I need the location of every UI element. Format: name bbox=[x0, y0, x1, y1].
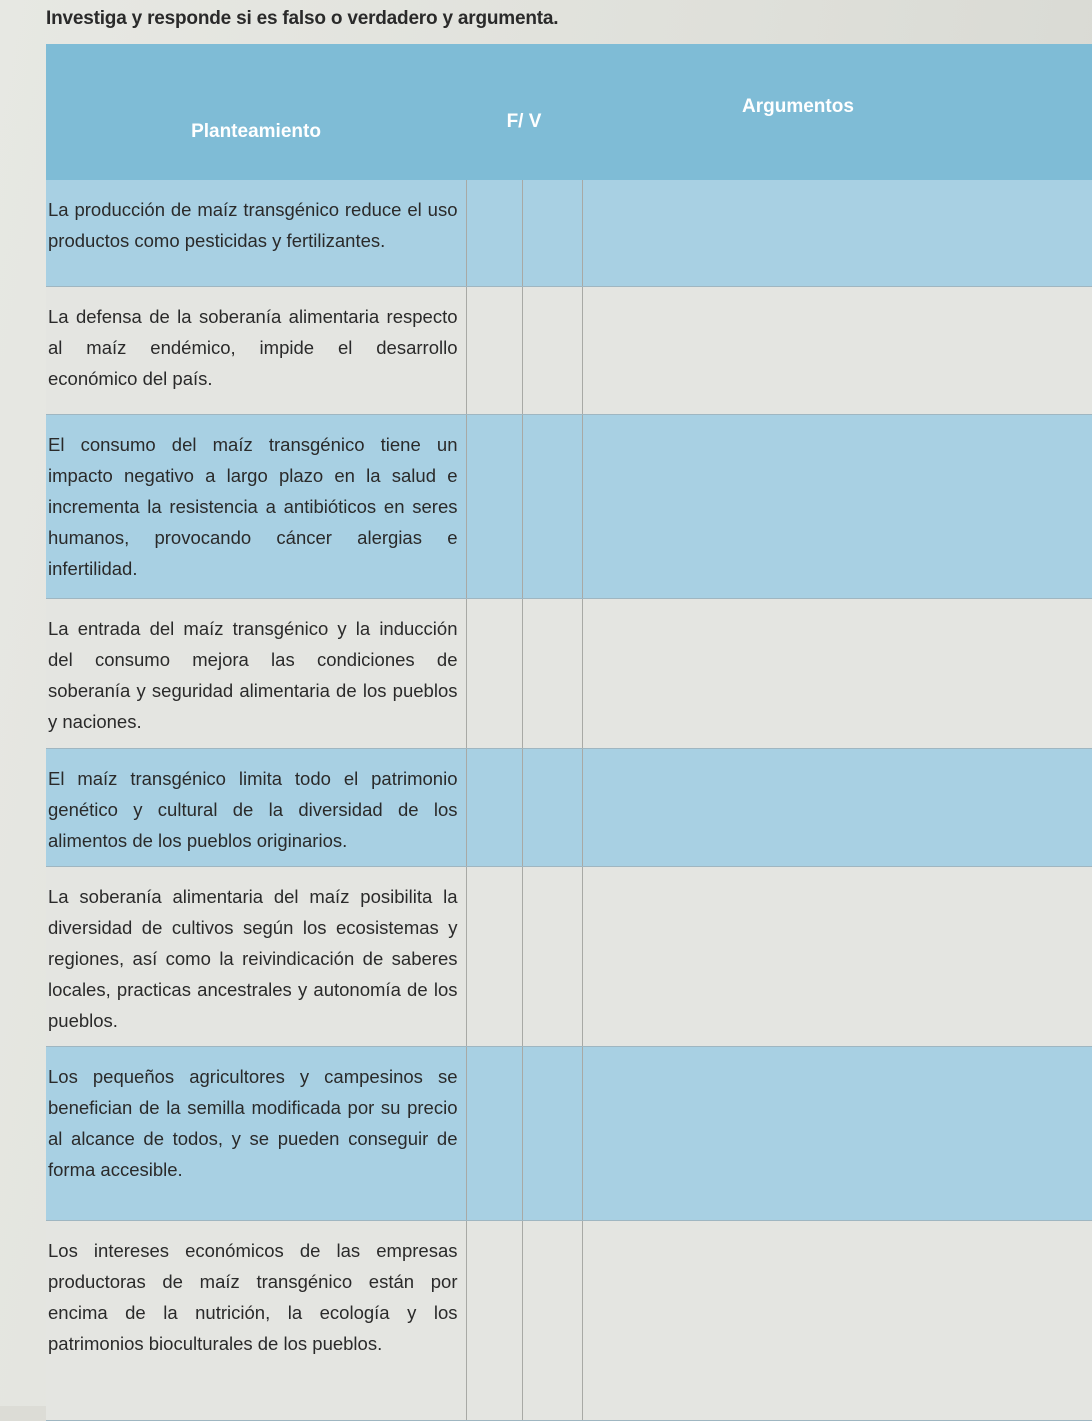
table-row bbox=[46, 1220, 1092, 1420]
argument-cell[interactable] bbox=[582, 1220, 1092, 1420]
table-header-row bbox=[46, 44, 1092, 180]
table-row bbox=[46, 598, 1092, 748]
argument-cell[interactable] bbox=[582, 180, 1092, 286]
answer-v-cell[interactable] bbox=[522, 1046, 582, 1220]
answer-v-cell[interactable] bbox=[522, 1220, 582, 1420]
statement-cell: La producción de maíz transgénico reduce el uso productos como pesticidas y fertilizantes. bbox=[46, 180, 466, 286]
answer-f-cell[interactable] bbox=[466, 598, 522, 748]
argument-cell[interactable] bbox=[582, 866, 1092, 1046]
answer-v-cell[interactable] bbox=[522, 866, 582, 1046]
answer-f-cell[interactable] bbox=[466, 866, 522, 1046]
answer-v-cell[interactable] bbox=[522, 414, 582, 598]
statement-cell: La soberanía alimentaria del maíz posibilita la diversidad de cultivos según los ecosistemas y regiones, así como la reivindicación de saberes locales, practicas ancestrales y autonomía de los pueblos. bbox=[46, 866, 466, 1046]
header-planteamiento: Planteamiento bbox=[46, 44, 466, 180]
argument-cell[interactable] bbox=[582, 1046, 1092, 1220]
statement-cell: La defensa de la soberanía alimentaria respecto al maíz endémico, impide el desarrollo económico del país. bbox=[46, 286, 466, 414]
answer-v-cell[interactable] bbox=[522, 286, 582, 414]
table-row bbox=[46, 866, 1092, 1046]
argument-cell[interactable] bbox=[582, 414, 1092, 598]
answer-f-cell[interactable] bbox=[466, 286, 522, 414]
table-row bbox=[46, 414, 1092, 598]
table-row bbox=[46, 286, 1092, 414]
argument-cell[interactable] bbox=[582, 598, 1092, 748]
true-false-table bbox=[46, 44, 1092, 1421]
table-row bbox=[46, 748, 1092, 866]
table-row bbox=[46, 1046, 1092, 1220]
argument-cell[interactable] bbox=[582, 748, 1092, 866]
instruction-text: Investiga y responde si es falso o verdadero y argumenta. bbox=[46, 8, 559, 29]
activity-table-container bbox=[46, 44, 1092, 1364]
answer-f-cell[interactable] bbox=[466, 180, 522, 286]
table-row bbox=[46, 180, 1092, 286]
statement-cell: El consumo del maíz transgénico tiene un impacto negativo a largo plazo en la salud e incrementa la resistencia a antibióticos en seres humanos, provocando cáncer alergias e infertilidad. bbox=[46, 414, 466, 598]
answer-f-cell[interactable] bbox=[466, 414, 522, 598]
answer-v-cell[interactable] bbox=[522, 598, 582, 748]
answer-v-cell[interactable] bbox=[522, 748, 582, 866]
statement-cell: Los intereses económicos de las empresas productoras de maíz transgénico están por encima de la nutrición, la ecología y los patrimonios bioculturales de los pueblos. bbox=[46, 1220, 466, 1420]
argument-cell[interactable] bbox=[582, 286, 1092, 414]
header-fv: F/ V bbox=[466, 44, 582, 180]
header-argumentos: Argumentos bbox=[582, 44, 1092, 180]
table-body bbox=[46, 180, 1092, 1420]
answer-f-cell[interactable] bbox=[466, 748, 522, 866]
answer-f-cell[interactable] bbox=[466, 1046, 522, 1220]
statement-cell: El maíz transgénico limita todo el patrimonio genético y cultural de la diversidad de los alimentos de los pueblos originarios. bbox=[46, 748, 466, 866]
statement-cell: Los pequeños agricultores y campesinos se benefician de la semilla modificada por su precio al alcance de todos, y se pueden conseguir de forma accesible. bbox=[46, 1046, 466, 1220]
statement-cell: La entrada del maíz transgénico y la inducción del consumo mejora las condiciones de soberanía y seguridad alimentaria de los pueblos y naciones. bbox=[46, 598, 466, 748]
answer-v-cell[interactable] bbox=[522, 180, 582, 286]
answer-f-cell[interactable] bbox=[466, 1220, 522, 1420]
